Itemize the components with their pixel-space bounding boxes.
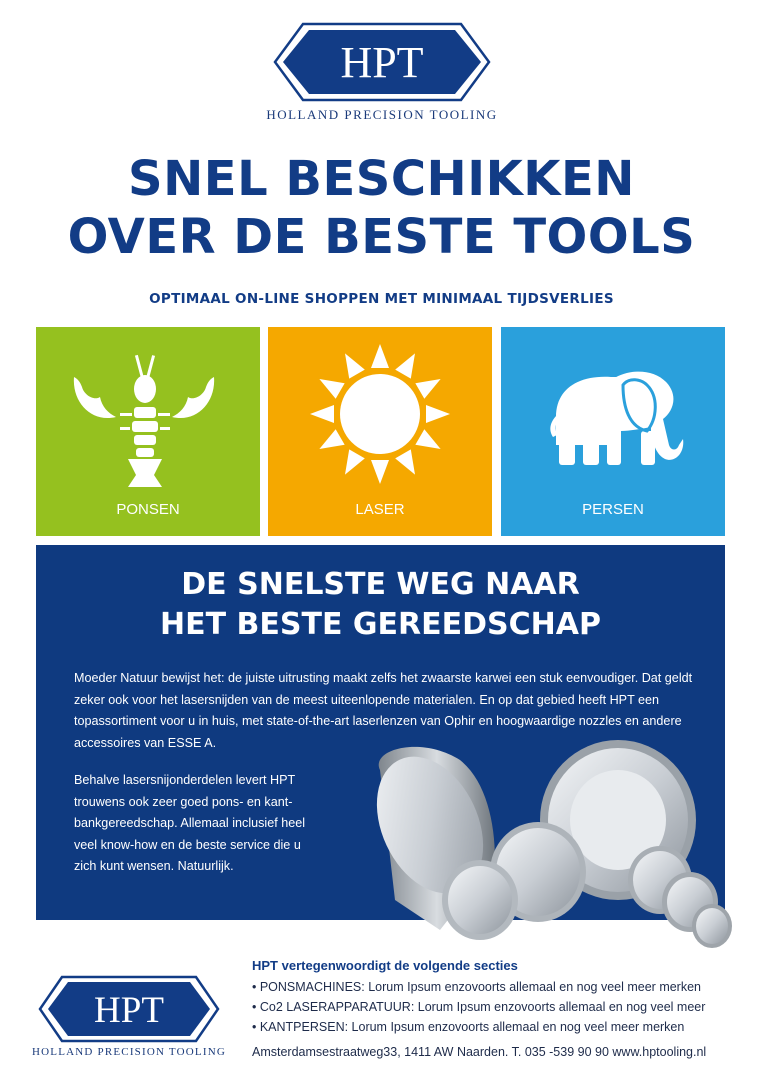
contact-address: Amsterdamsestraatweg33, 1411 AW Naarden. T. 035 -539 90 90 www.hptooling.nl xyxy=(252,1045,707,1059)
laser-lenses-image xyxy=(360,730,740,960)
page-headline xyxy=(0,150,763,266)
tile-label-persen: PERSEN xyxy=(582,501,644,518)
tile-ponsen xyxy=(36,327,260,536)
logo-text: HPT xyxy=(340,38,424,87)
panel-title-line-1: DE SNELSTE WEG NAAR xyxy=(181,567,580,602)
tile-laser xyxy=(268,327,492,536)
tile-persen xyxy=(501,327,725,536)
list-item: • KANTPERSEN: Lorum Ipsum enzovoorts allemaal en nog veel meer merken xyxy=(252,1020,685,1034)
headline-line-1: SNEL BESCHIKKEN xyxy=(128,151,635,207)
panel-title xyxy=(36,565,725,645)
panel-paragraph-1: Moeder Natuur bewijst het: de juiste uitrusting maakt zelfs het zwaarste karwei een stuk eenvoudiger. Dat geldt zeker ook voor het lasersnijden van de meest uiteenlopende materialen. En op dat gebied heeft HPT een topassortiment voor u in huis, met state-of-the-art laserlenzen van Ophir en hoogwaardige nozzles en andere accessoires van ESSE A. xyxy=(74,671,693,750)
panel-paragraph-2: Behalve lasersnijonderdelen levert HPT trouwens ook zeer goed pons- en kant-bankgereedschap. Allemaal inclusief heel veel know-how en de beste service die u zich kunt wensen. Natuurlijk. xyxy=(74,773,306,873)
panel-title-line-2: HET BESTE GEREEDSCHAP xyxy=(160,607,601,642)
logo-text-bottom: HPT xyxy=(94,990,164,1031)
headline-line-2: OVER DE BESTE TOOLS xyxy=(67,209,696,265)
list-item: • Co2 LASERAPPARATUUR: Lorum Ipsum enzovoorts allemaal en nog veel meer xyxy=(252,1000,706,1014)
sub-headline: OPTIMAAL ON-LINE SHOPPEN MET MINIMAAL TIJDSVERLIES xyxy=(149,291,614,307)
sections-title: HPT vertegenwoordigt de volgende secties xyxy=(252,958,518,973)
tile-label-ponsen: PONSEN xyxy=(116,501,180,518)
hpt-logo-top xyxy=(273,22,491,102)
brand-tagline-bottom: HOLLAND PRECISION TOOLING xyxy=(32,1046,226,1058)
list-item: • PONSMACHINES: Lorum Ipsum enzovoorts allemaal en nog veel meer merken xyxy=(252,980,701,994)
tile-label-laser: LASER xyxy=(355,501,405,518)
sections-list xyxy=(252,977,705,1037)
brand-tagline: HOLLAND PRECISION TOOLING xyxy=(266,107,498,122)
hpt-logo-bottom xyxy=(38,975,220,1043)
